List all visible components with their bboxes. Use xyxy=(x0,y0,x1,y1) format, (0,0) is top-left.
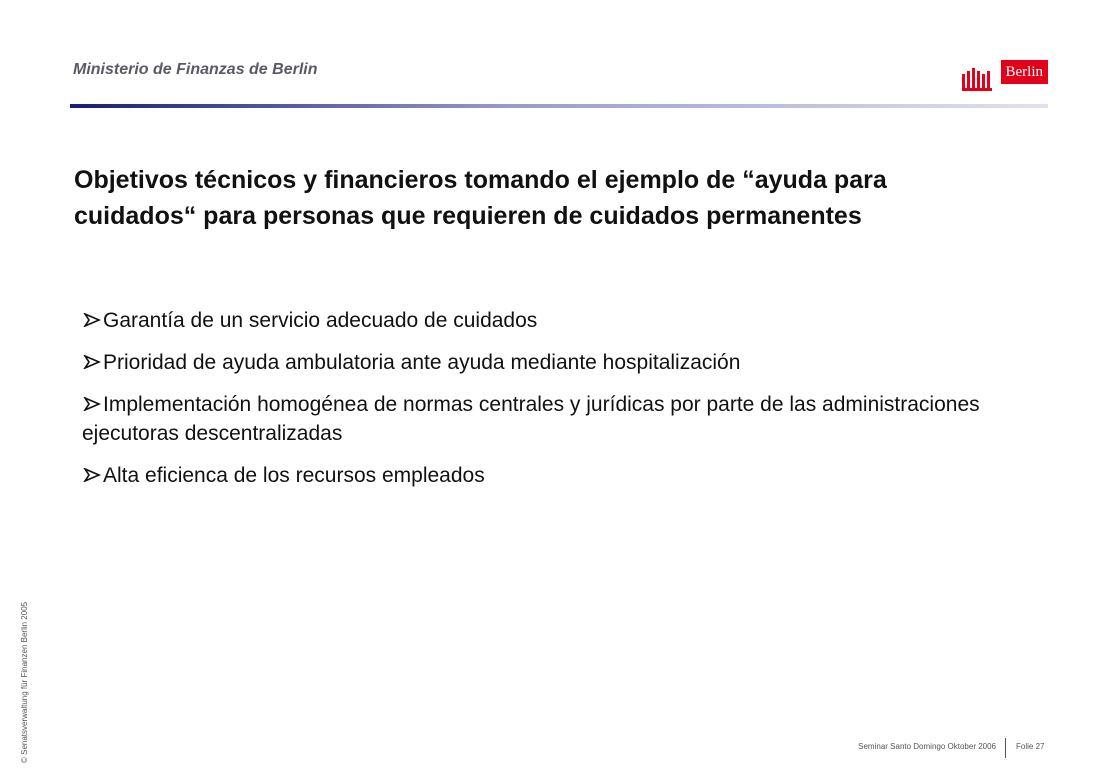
arrow-right-bullet-icon xyxy=(82,397,102,411)
list-item xyxy=(82,348,982,377)
header-divider-rule xyxy=(70,104,1048,108)
arrow-right-bullet-icon xyxy=(82,468,102,482)
berlin-bear-columns-icon xyxy=(962,60,1002,92)
list-item xyxy=(82,461,982,490)
footer-seminar-label: Seminar Santo Domingo Oktober 2006 xyxy=(858,742,996,751)
berlin-logo-wordmark: Berlin xyxy=(1001,60,1049,84)
berlin-logo xyxy=(962,60,1048,92)
footer-slide-number: Folie 27 xyxy=(1016,742,1045,751)
arrow-right-bullet-icon xyxy=(82,313,102,327)
bullet-text: Prioridad de ayuda ambulatoria ante ayuda mediante hospitalización xyxy=(103,351,741,374)
footer-divider xyxy=(1005,738,1006,758)
ministry-header-title: Ministerio de Finanzas de Berlin xyxy=(73,61,318,78)
bullet-text: Implementación homogénea de normas centrales y jurídicas por parte de las administraciones ejecutoras descentralizadas xyxy=(82,393,980,445)
arrow-right-bullet-icon xyxy=(82,355,102,369)
bullet-list xyxy=(82,306,982,503)
copyright-notice: © Senatsverwaltung für Finanzen Berlin 2005 xyxy=(20,601,29,763)
bullet-text: Alta eficienca de los recursos empleados xyxy=(103,464,485,487)
bullet-text: Garantía de un servicio adecuado de cuidados xyxy=(103,309,538,332)
list-item xyxy=(82,306,982,335)
slide-title: Objetivos técnicos y financieros tomando el ejemplo de “ayuda para cuidados“ para personas que requieren de cuidados permanentes xyxy=(74,166,887,230)
list-item xyxy=(82,390,982,448)
